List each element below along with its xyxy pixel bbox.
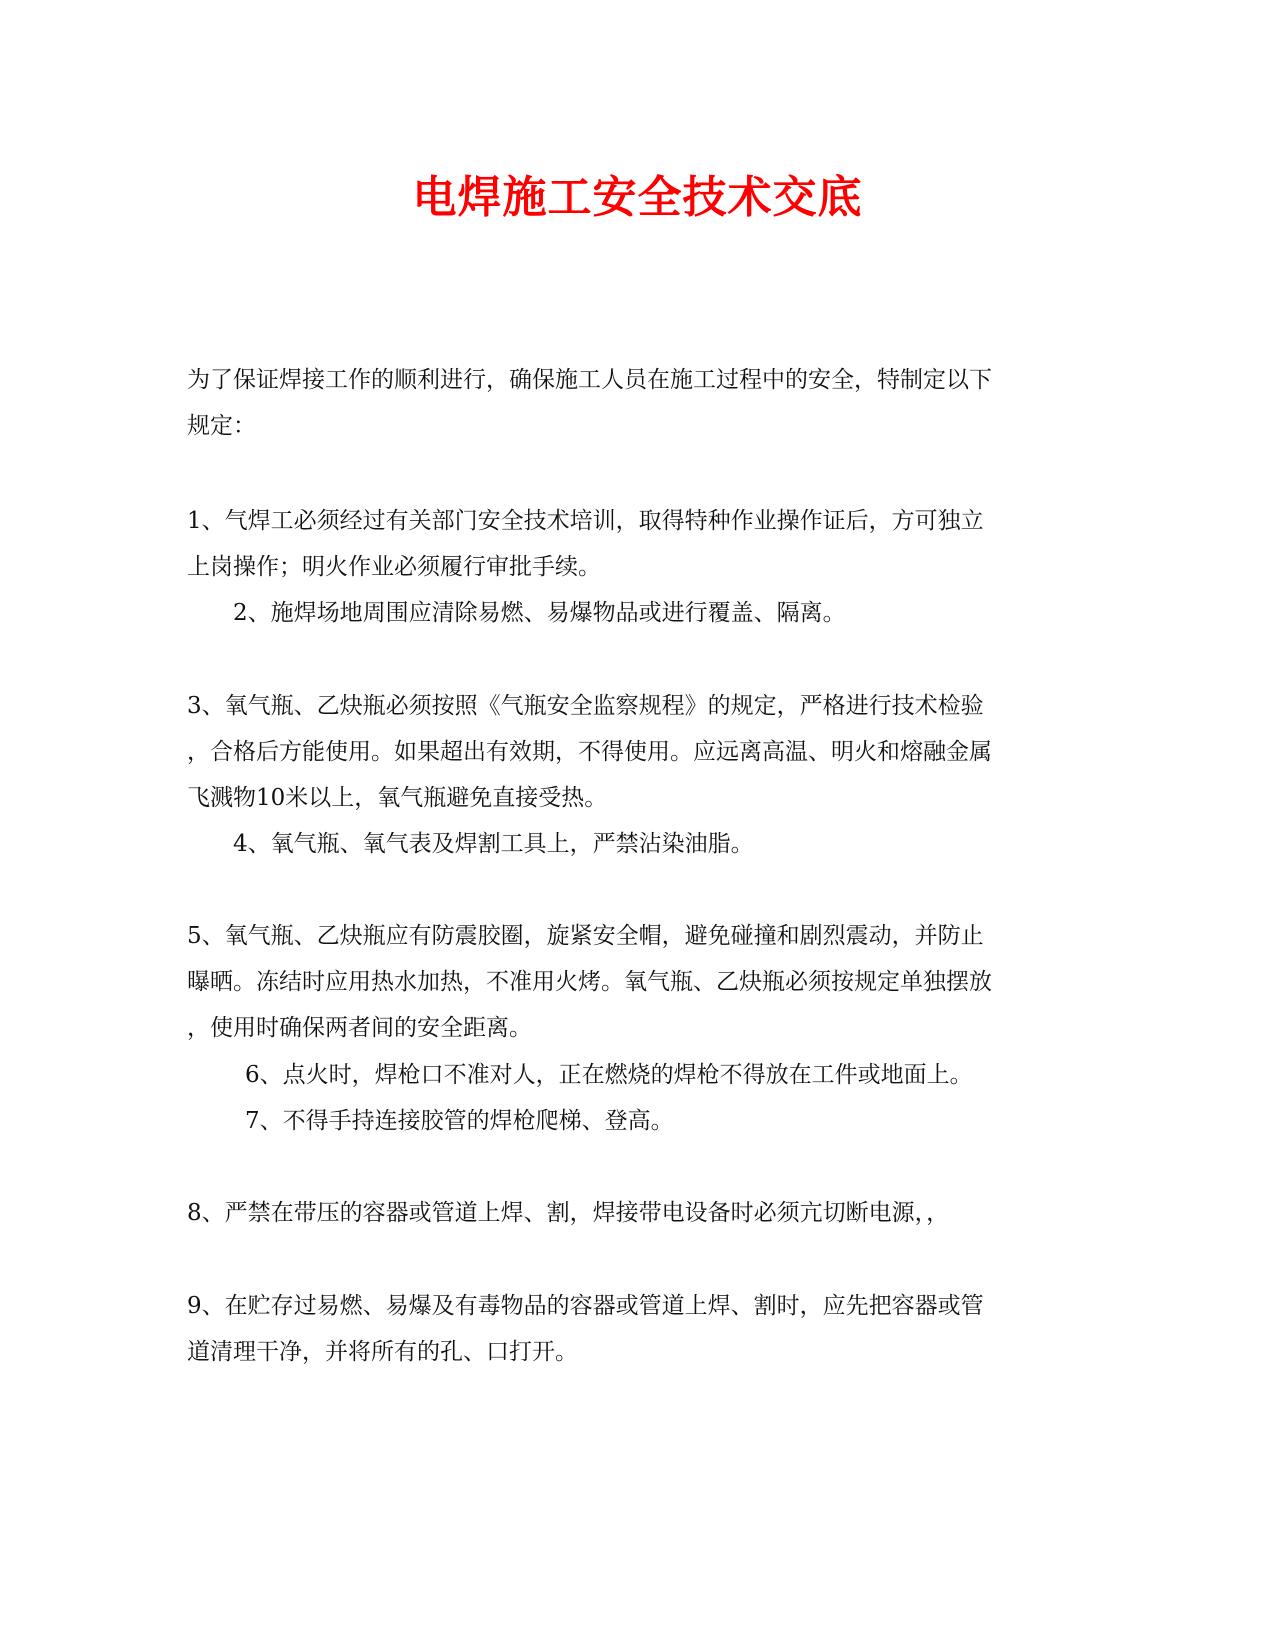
text-line: ，使用时确保两者间的安全距离。 — [187, 1015, 532, 1041]
text-line: 上岗操作；明火作业必须履行审批手续。 — [187, 554, 601, 580]
item-4 — [233, 821, 754, 867]
item-9 — [187, 1283, 984, 1375]
text-line: 7、不得手持连接胶管的焊枪爬梯、登高。 — [245, 1108, 674, 1134]
text-line: 6、点火时，焊枪口不准对人，正在燃烧的焊枪不得放在工件或地面上。 — [245, 1062, 973, 1088]
item-7 — [245, 1098, 674, 1144]
item-1 — [187, 498, 984, 590]
text-line: 曝晒。冻结时应用热水加热，不准用火烤。氧气瓶、乙炔瓶必须按规定单独摆放 — [187, 969, 992, 995]
text-line: 5、氧气瓶、乙炔瓶应有防震胶圈，旋紧安全帽，避免碰撞和剧烈震动，并防止 — [187, 923, 984, 949]
item-8 — [187, 1190, 949, 1236]
page-title: 电焊施工安全技术交底 — [412, 172, 863, 223]
text-line: 道清理干净，并将所有的孔、口打开。 — [187, 1339, 578, 1365]
text-line: 飞溅物10米以上，氧气瓶避免直接受热。 — [187, 785, 608, 811]
text-line: 9、在贮存过易燃、易爆及有毒物品的容器或管道上焊、割时，应先把容器或管 — [187, 1293, 984, 1319]
intro-paragraph — [187, 357, 992, 449]
text-line: 3、氧气瓶、乙炔瓶必须按照《气瓶安全监察规程》的规定，严格进行技术检验 — [187, 693, 984, 719]
text-line: 2、施焊场地周围应清除易燃、易爆物品或进行覆盖、隔离。 — [233, 600, 846, 626]
text-line: ，合格后方能使用。如果超出有效期，不得使用。应远离高温、明火和熔融金属 — [187, 739, 992, 765]
text-line: 4、氧气瓶、氧气表及焊割工具上，严禁沾染油脂。 — [233, 831, 754, 857]
item-6 — [245, 1052, 973, 1098]
text-line: 为了保证焊接工作的顺利进行，确保施工人员在施工过程中的安全，特制定以下 — [187, 367, 992, 393]
text-line: 1、气焊工必须经过有关部门安全技术培训，取得特种作业操作证后，方可独立 — [187, 508, 984, 534]
text-line: 规定： — [187, 413, 256, 439]
item-5 — [187, 913, 992, 1051]
item-2 — [233, 590, 846, 636]
text-line: 8、严禁在带压的容器或管道上焊、割，焊接带电设备时必须亢切断电源，， — [187, 1200, 950, 1226]
item-3 — [187, 683, 992, 821]
